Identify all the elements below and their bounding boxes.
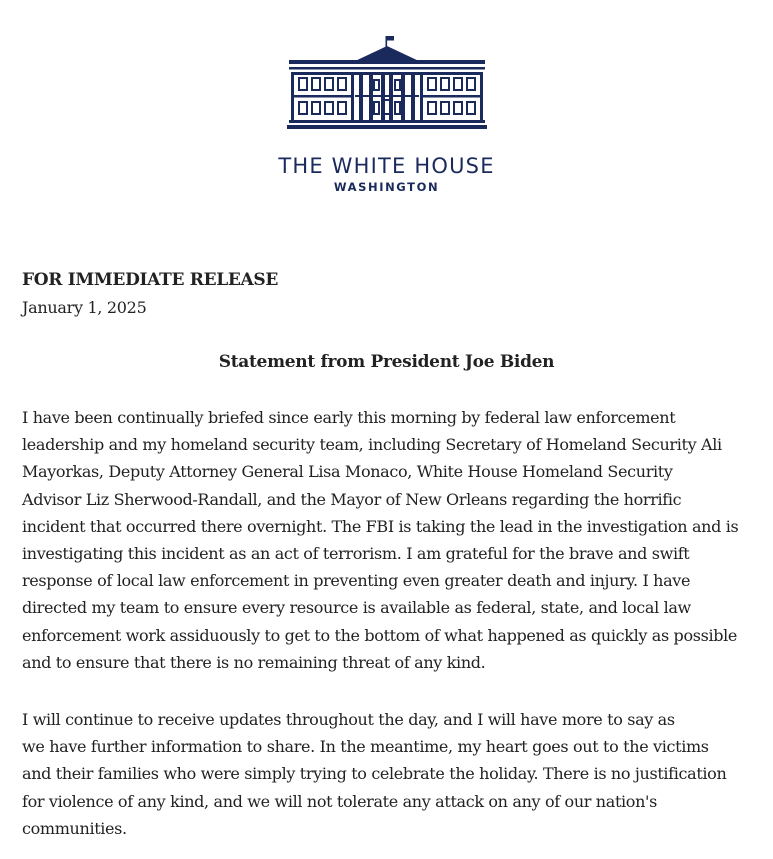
paragraph-line: and their families who were simply trying to celebrate the holiday. There is no justification [22,764,727,784]
paragraph-line: communities. [22,818,127,838]
paragraph-line: response of local law enforcement in preventing even greater death and injury. I have [22,571,691,591]
paragraph-line: directed my team to ensure every resource is available as federal, state, and local law [22,598,691,618]
organization-location: WASHINGTON [333,180,440,194]
paragraph-line: investigating this incident as an act of terrorism. I am grateful for the brave and swift [22,544,690,564]
paragraph-line: we have further information to share. In the meantime, my heart goes out to the victims [22,737,709,757]
paragraph-line: I have been continually briefed since early this morning by federal law enforcement [22,408,676,427]
release-label: FOR IMMEDIATE RELEASE [22,270,279,290]
paragraph-line: enforcement work assiduously to get to the bottom of what happened as quickly as possible [22,625,737,645]
letterhead-logo [0,34,773,134]
paragraph-line: leadership and my homeland security team, including Secretary of Homeland Security Ali [22,435,722,455]
statement-paragraph-1 [22,404,762,676]
paragraph-line: incident that occurred there overnight. The FBI is taking the lead in the investigation and is [22,516,739,536]
release-date: January 1, 2025 [22,298,147,317]
white-house-building-icon [287,34,487,130]
paragraph-line: Advisor Liz Sherwood-Randall, and the Mayor of New Orleans regarding the horrific [22,489,682,509]
paragraph-line: for violence of any kind, and we will not tolerate any attack on any of our nation's [22,791,657,811]
statement-title: Statement from President Joe Biden [218,352,555,372]
paragraph-line: Mayorkas, Deputy Attorney General Lisa Monaco, White House Homeland Security [22,462,673,482]
paragraph-line: I will continue to receive updates throughout the day, and I will have more to say as [22,710,675,729]
organization-name: THE WHITE HOUSE [278,154,495,178]
statement-paragraph-2 [22,706,762,842]
paragraph-line: and to ensure that there is no remaining threat of any kind. [22,652,486,672]
